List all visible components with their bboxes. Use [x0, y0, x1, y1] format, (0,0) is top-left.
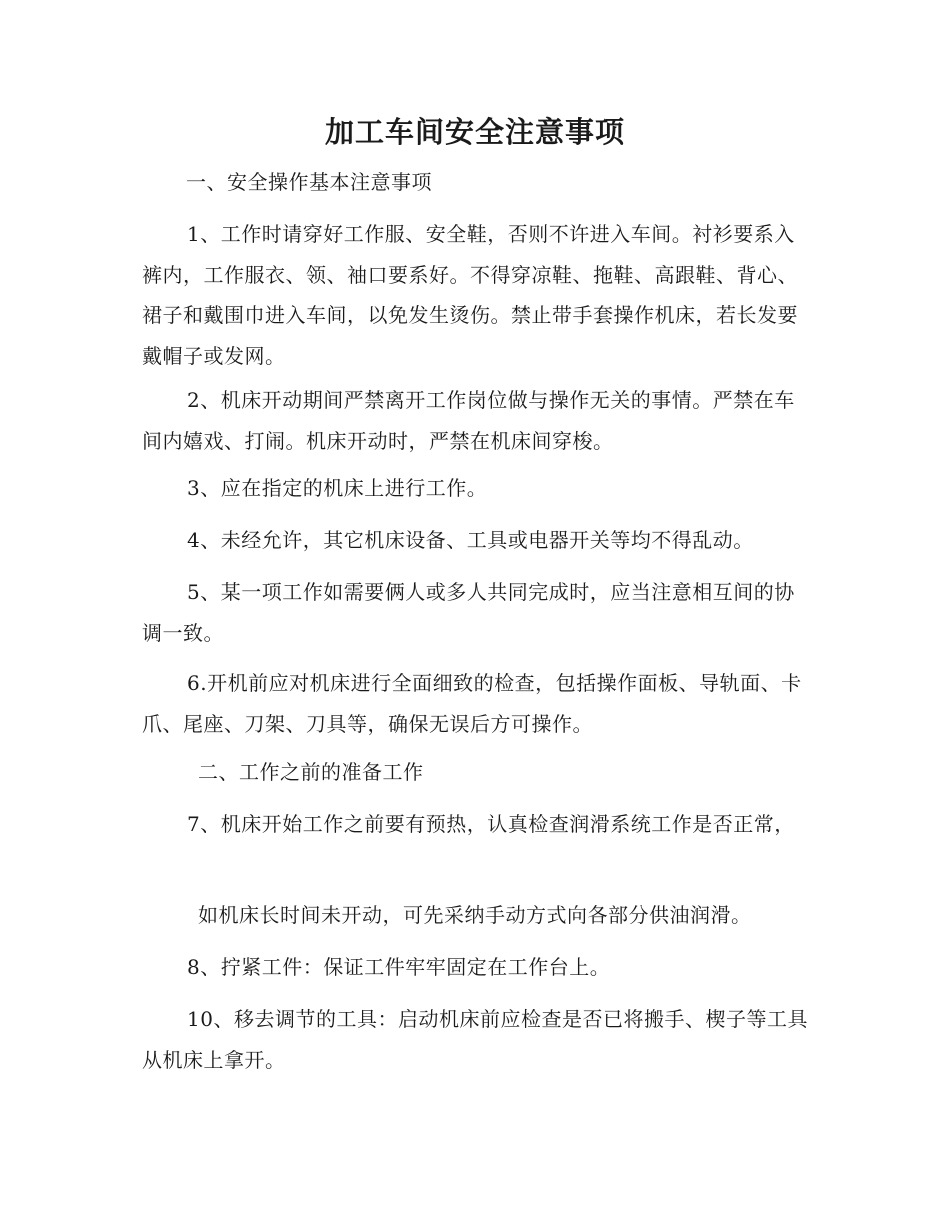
paragraph-item-3: 3、应在指定的机床上进行工作。: [187, 476, 488, 500]
paragraph-item-4: 4、未经允许，其它机床设备、工具或电器开关等均不得乱动。: [187, 528, 754, 552]
section-heading-preparation: 二、工作之前的准备工作: [198, 760, 424, 784]
document-title: 加工车间安全注意事项: [324, 115, 625, 149]
paragraph-item-7: 7、机床开始工作之前要有预热，认真检查润滑系统工作是否正常，: [187, 812, 795, 836]
paragraph-item-2: 2、机床开动期间严禁离开工作岗位做与操作无关的事情。严禁在车间内嬉戏、打闹。机床开动时，严禁在机床间穿梭。: [142, 388, 795, 453]
paragraph-item-1: 1、工作时请穿好工作服、安全鞋，否则不许进入车间。衬衫要系入裤内，工作服衣、领、袖口要系好。不得穿凉鞋、拖鞋、高跟鞋、背心、裙子和戴围巾进入车间，以免发生烫伤。禁止带手套操作机床，若长发要戴帽子或发网。: [142, 222, 798, 368]
paragraph-item-6: 6.开机前应对机床进行全面细致的检查，包括操作面板、导轨面、卡爪、尾座、刀架、刀具等，确保无误后方可操作。: [142, 671, 802, 736]
paragraph-item-7-continuation: 如机床长时间未开动，可先采纳手动方式向各部分供油润滑。: [198, 903, 752, 927]
paragraph-item-5: 5、某一项工作如需要俩人或多人共同完成时，应当注意相互间的协调一致。: [142, 580, 795, 645]
section-heading-safety-basics: 一、安全操作基本注意事项: [186, 170, 432, 194]
paragraph-item-10: 10、移去调节的工具：启动机床前应检查是否已将搬手、楔子等工具从机床上拿开。: [142, 1007, 808, 1072]
paragraph-item-8: 8、拧紧工件：保证工件牢牢固定在工作台上。: [187, 955, 611, 979]
